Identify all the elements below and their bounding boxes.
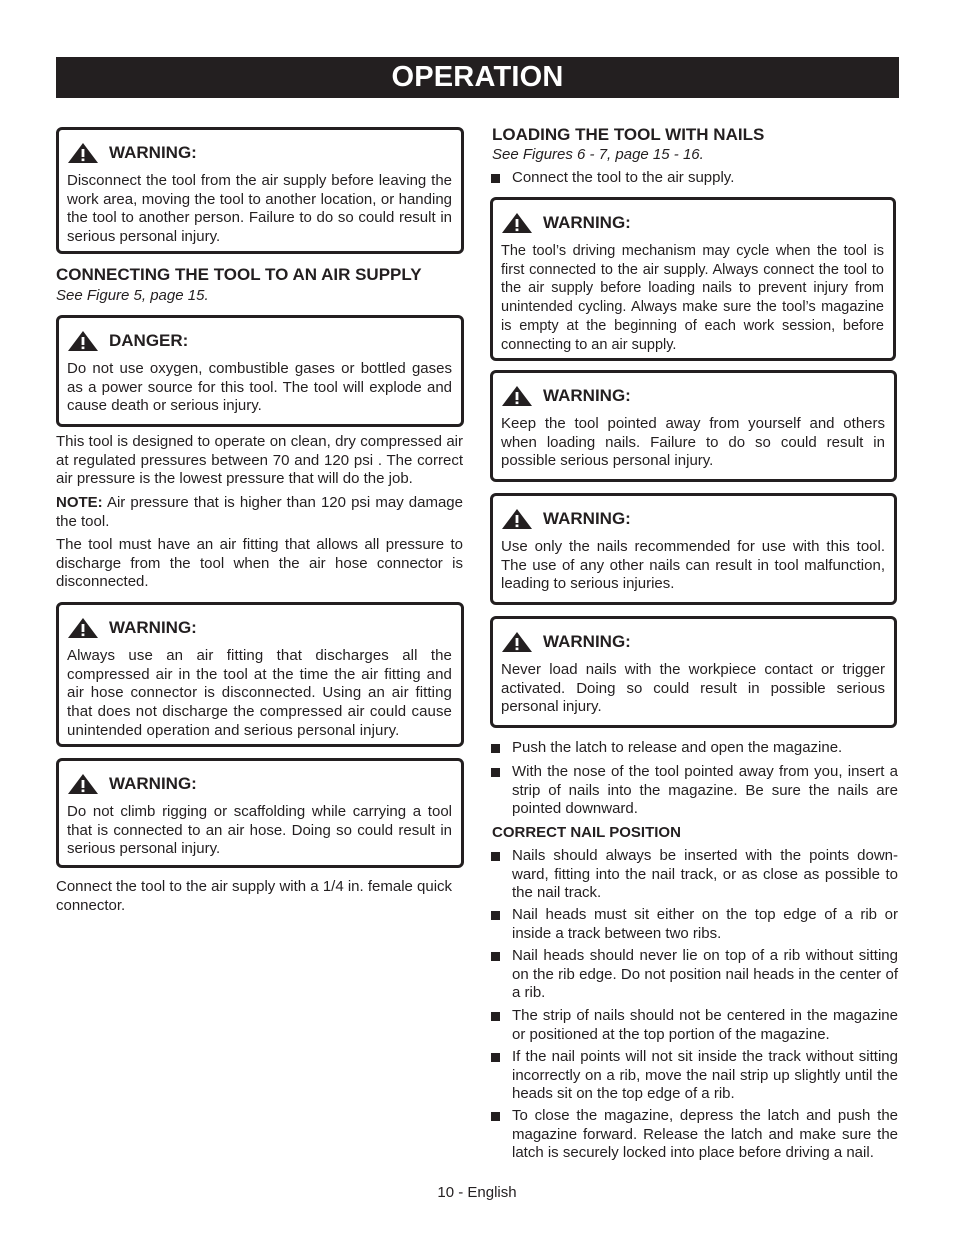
bullet-square-icon — [491, 1012, 500, 1021]
warning-text: The tool’s driving mechanism may cycle when the tool is first connected to the air supply. Always connect the tool to the air supply before loading nails to prevent injury from unintended cycling. Always make sure the tool’s magazine is empty at the beginning of each work session, before connecting to an air supply. — [501, 243, 884, 353]
bullet-square-icon — [491, 952, 500, 961]
list-item — [512, 739, 898, 758]
body-paragraph-pressure: This tool is designed to operate on clean, dry compressed air at regulated pressures between 70 and 120 psi . The correct air pressure is the lowest pressure that will do the job. — [56, 433, 463, 488]
warning-text: Keep the tool pointed away from yourself and others when loading nails. Failure to do so could result in possible serious personal injury. — [501, 415, 885, 470]
bullet-square-icon — [491, 174, 500, 183]
danger-title: DANGER: — [109, 331, 189, 350]
list-item-text: With the nose of the tool pointed away from you, insert a strip of nails into the magazine. Be sure the nails are pointed downward. — [512, 763, 898, 818]
warning-box-recommended-nails — [490, 493, 897, 605]
warning-title: WARNING: — [543, 386, 631, 405]
list-item — [512, 763, 898, 819]
warning-text: Always use an air fitting that discharges all the compressed air in the tool at the time the air fitting and air hose connector is disconnected. Using an air fitting that does not discharge the compressed air could cause unintended operation and serious personal injury. — [67, 647, 452, 739]
list-item-text: To close the magazine, depress the latch and push the magazine forward. Release the latch and make sure the latch is securely locked into place before driving a nail. — [512, 1107, 898, 1162]
warning-title: WARNING: — [543, 632, 631, 651]
bullet-square-icon — [491, 911, 500, 920]
list-item-text: Nail heads should never lie on top of a rib without sitting on the rib edge. Do not position nail heads in the center of a rib. — [512, 947, 898, 1002]
warning-text: Use only the nails recommended for use with this tool. The use of any other nails can result in tool malfunction, leading to serious injuries. — [501, 538, 885, 593]
list-item — [512, 1107, 898, 1163]
section-title-air-supply: CONNECTING THE TOOL TO AN AIR SUPPLY — [56, 265, 422, 284]
list-item — [512, 847, 898, 903]
bullet-square-icon — [491, 768, 500, 777]
bullet-square-icon — [491, 852, 500, 861]
bullet-square-icon — [491, 1053, 500, 1062]
warning-triangle-icon — [67, 617, 99, 639]
warning-text: Disconnect the tool from the air supply before leaving the work area, moving the tool to another location, or handing the tool to another person. Failure to do so could result in serious personal injury. — [67, 172, 452, 246]
warning-triangle-icon — [501, 631, 533, 653]
warning-title: WARNING: — [109, 618, 197, 637]
warning-triangle-icon — [67, 773, 99, 795]
page-banner: OPERATION — [56, 57, 899, 98]
list-item-text: Nail heads must sit either on the top edge of a rib or inside a track between two ribs. — [512, 906, 898, 942]
page-footer: 10 - English — [437, 1184, 517, 1201]
bullet-square-icon — [491, 744, 500, 753]
warning-title: WARNING: — [543, 509, 631, 528]
warning-triangle-icon — [501, 385, 533, 407]
danger-box — [56, 315, 464, 427]
warning-box-disconnect — [56, 127, 464, 254]
list-item — [512, 947, 898, 1003]
warning-text: Never load nails with the workpiece contact or trigger activated. Doing so could result in possible serious personal injury. — [501, 661, 885, 716]
warning-triangle-icon — [501, 508, 533, 530]
list-item — [512, 169, 898, 188]
warning-title: WARNING: — [109, 774, 197, 793]
note-paragraph — [56, 494, 463, 531]
warning-box-trigger — [490, 616, 897, 728]
figure-reference: See Figure 5, page 15. — [56, 287, 209, 304]
list-item-text: The strip of nails should not be centered in the magazine or positioned at the top portion of the magazine. — [512, 1007, 898, 1043]
subheading-nail-position: CORRECT NAIL POSITION — [492, 824, 681, 841]
section-title-loading: LOADING THE TOOL WITH NAILS — [492, 125, 765, 144]
warning-box-air-fitting — [56, 602, 464, 747]
list-item — [512, 1007, 898, 1044]
warning-triangle-icon — [501, 212, 533, 234]
warning-text: Do not climb rigging or scaffolding while carrying a tool that is connected to an air hose. Doing so could result in serious personal injury. — [67, 803, 452, 858]
danger-text: Do not use oxygen, combustible gases or bottled gases as a power source for this tool. The tool will explode and cause death or serious injury. — [67, 360, 452, 415]
list-item-text: Nails should always be inserted with the points down-ward, fitting into the nail track, or as close as possible to the nail track. — [512, 847, 898, 902]
warning-title: WARNING: — [543, 213, 631, 232]
warning-box-pointed-away — [490, 370, 897, 482]
list-item-text: Push the latch to release and open the magazine. — [512, 739, 843, 756]
list-item — [512, 1048, 898, 1104]
list-item — [512, 906, 898, 943]
note-text: Air pressure that is higher than 120 psi may damage the tool. — [56, 494, 463, 530]
warning-title: WARNING: — [109, 143, 197, 162]
list-item-text: Connect the tool to the air supply. — [512, 169, 735, 186]
danger-triangle-icon — [67, 330, 99, 352]
warning-box-scaffolding — [56, 758, 464, 868]
body-paragraph-fitting: The tool must have an air fitting that allows all pressure to discharge from the tool when the air hose connector is disconnected. — [56, 536, 463, 591]
warning-triangle-icon — [67, 142, 99, 164]
bullet-square-icon — [491, 1112, 500, 1121]
list-item-text: If the nail points will not sit inside the track without sitting incorrectly on a rib, move the nail strip up slightly until the heads sit on the top edge of a rib. — [512, 1048, 898, 1103]
figure-reference: See Figures 6 - 7, page 15 - 16. — [492, 146, 704, 163]
body-paragraph-connector: Connect the tool to the air supply with a 1/4 in. female quick connector. — [56, 878, 453, 914]
note-label: NOTE: — [56, 494, 103, 511]
warning-box-cycling — [490, 197, 896, 361]
